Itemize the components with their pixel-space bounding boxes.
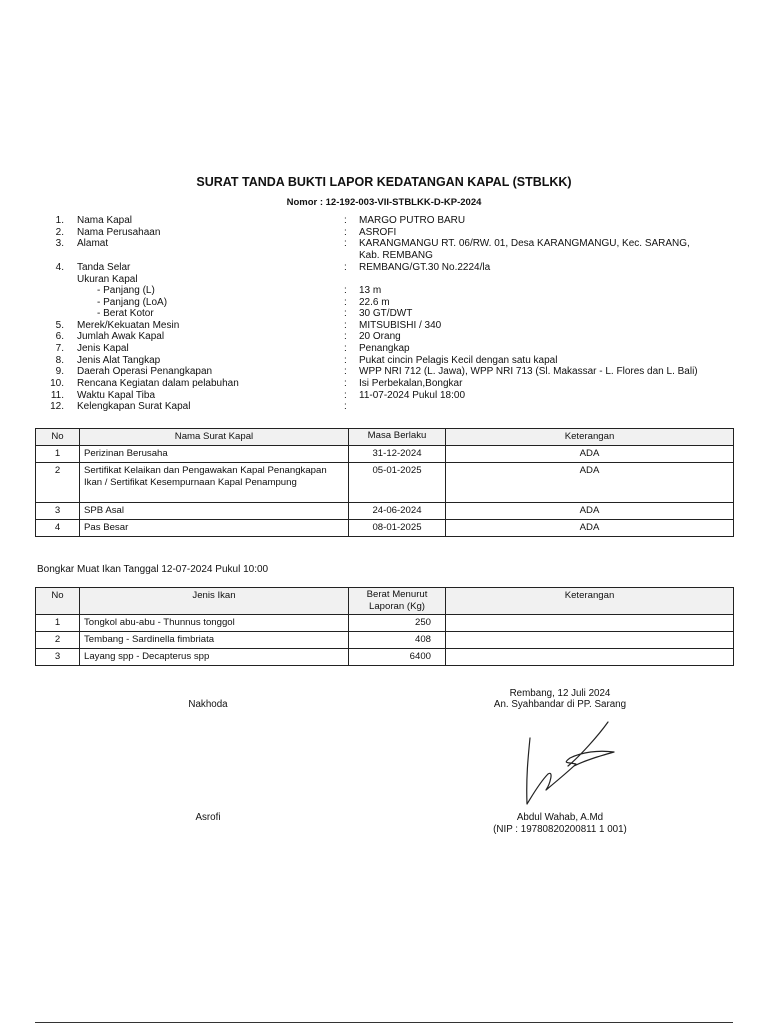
- table-header-row: [36, 588, 734, 615]
- syahbandar-nip: (NIP : 19780820200811 1 001): [493, 824, 627, 835]
- field-row: [0, 297, 768, 308]
- field-row: [0, 343, 768, 354]
- field-colon: :: [344, 262, 347, 273]
- field-row: [0, 262, 768, 273]
- table-row: [36, 520, 734, 537]
- field-row: [0, 355, 768, 366]
- field-label: Ukuran Kapal: [77, 274, 138, 285]
- table-row: [36, 632, 734, 649]
- field-colon: :: [344, 308, 347, 319]
- cell-berat: 250: [349, 615, 446, 632]
- field-number: 3.: [55, 238, 64, 249]
- document-number: Nomor : 12-192-003-VII-STBLKK-D-KP-2024: [286, 197, 482, 208]
- cell-keterangan: ADA: [446, 503, 734, 520]
- field-row: [0, 250, 768, 261]
- signature-image: [510, 718, 620, 810]
- cell-berat: 408: [349, 632, 446, 649]
- field-label: Waktu Kapal Tiba: [77, 390, 156, 401]
- field-value: Kab. REMBANG: [359, 250, 433, 261]
- cell-keterangan: ADA: [446, 463, 734, 503]
- field-row: [0, 378, 768, 389]
- field-number: 6.: [55, 331, 64, 342]
- field-row: [0, 390, 768, 401]
- field-value: KARANGMANGU RT. 06/RW. 01, Desa KARANGMANGU, Kec. SARANG,: [359, 238, 690, 249]
- field-colon: :: [344, 366, 347, 377]
- field-label: Nama Kapal: [77, 215, 133, 226]
- cell-no: 2: [36, 632, 80, 649]
- field-value: Pukat cincin Pelagis Kecil dengan satu kapal: [359, 355, 558, 366]
- field-number: 2.: [55, 227, 64, 238]
- field-colon: :: [344, 215, 347, 226]
- field-label: Kelengkapan Surat Kapal: [77, 401, 191, 412]
- field-number: 12.: [50, 401, 64, 412]
- field-number: 9.: [55, 366, 64, 377]
- page-bottom-divider: [35, 1022, 733, 1023]
- field-value: REMBANG/GT.30 No.2224/la: [359, 262, 491, 273]
- nakhoda-label: Nakhoda: [188, 699, 228, 710]
- field-colon: :: [344, 378, 347, 389]
- field-label: Rencana Kegiatan dalam pelabuhan: [77, 378, 239, 389]
- cell-no: 3: [36, 503, 80, 520]
- field-colon: :: [344, 390, 347, 401]
- header-nama-surat: Nama Surat Kapal: [80, 429, 349, 446]
- cell-nama-surat: Perizinan Berusaha: [80, 446, 349, 463]
- table-row: [36, 446, 734, 463]
- unloading-info: Bongkar Muat Ikan Tanggal 12-07-2024 Pukul 10:00: [37, 564, 269, 575]
- table-row: [36, 649, 734, 666]
- fish-catch-table: [35, 587, 734, 666]
- syahbandar-label: An. Syahbandar di PP. Sarang: [493, 699, 627, 710]
- cell-nama-surat: Pas Besar: [80, 520, 349, 537]
- cell-keterangan: [446, 615, 734, 632]
- field-label: Jenis Kapal: [77, 343, 129, 354]
- field-colon: :: [344, 320, 347, 331]
- syahbandar-name: Abdul Wahab, A.Md: [516, 812, 604, 823]
- cell-nama-surat: SPB Asal: [80, 503, 349, 520]
- cell-no: 1: [36, 446, 80, 463]
- cell-keterangan: ADA: [446, 520, 734, 537]
- field-row: [0, 285, 768, 296]
- field-number: 10.: [50, 378, 64, 389]
- table-header-row: [36, 429, 734, 446]
- field-colon: :: [344, 297, 347, 308]
- field-value: 13 m: [359, 285, 382, 296]
- cell-jenis-ikan: Tongkol abu-abu - Thunnus tonggol: [80, 615, 349, 632]
- cell-masa-berlaku: 24-06-2024: [349, 503, 446, 520]
- field-label: - Panjang (LoA): [97, 297, 168, 308]
- cell-no: 4: [36, 520, 80, 537]
- field-label: Jenis Alat Tangkap: [77, 355, 161, 366]
- ship-documents-table: [35, 428, 734, 537]
- field-value: 22.6 m: [359, 297, 390, 308]
- cell-keterangan: ADA: [446, 446, 734, 463]
- field-row: [0, 238, 768, 249]
- field-label: Nama Perusahaan: [77, 227, 161, 238]
- field-row: [0, 331, 768, 342]
- field-row: [0, 366, 768, 377]
- field-colon: :: [344, 227, 347, 238]
- table-row: [36, 503, 734, 520]
- field-row: [0, 274, 768, 285]
- field-number: 4.: [55, 262, 64, 273]
- field-value: MARGO PUTRO BARU: [359, 215, 466, 226]
- header-no: No: [36, 588, 80, 615]
- field-number: 8.: [55, 355, 64, 366]
- field-label: Jumlah Awak Kapal: [77, 331, 165, 342]
- cell-nama-surat: Sertifikat Kelaikan dan Pengawakan Kapal Penangkapan Ikan / Sertifikat Kesempurnaan Kapal Penampung: [80, 463, 349, 503]
- cell-no: 3: [36, 649, 80, 666]
- cell-jenis-ikan: Tembang - Sardinella fimbriata: [80, 632, 349, 649]
- cell-berat: 6400: [349, 649, 446, 666]
- field-value: Isi Perbekalan,Bongkar: [359, 378, 463, 389]
- field-value: 11-07-2024 Pukul 18:00: [359, 390, 466, 401]
- header-keterangan: Keterangan: [446, 588, 734, 615]
- field-number: 7.: [55, 343, 64, 354]
- cell-jenis-ikan: Layang spp - Decapterus spp: [80, 649, 349, 666]
- field-row: [0, 401, 768, 412]
- field-value: MITSUBISHI / 340: [359, 320, 442, 331]
- field-colon: :: [344, 238, 347, 249]
- cell-masa-berlaku: 31-12-2024: [349, 446, 446, 463]
- cell-no: 2: [36, 463, 80, 503]
- field-row: [0, 227, 768, 238]
- field-row: [0, 320, 768, 331]
- field-value: 30 GT/DWT: [359, 308, 413, 319]
- field-row: [0, 308, 768, 319]
- field-label: Tanda Selar: [77, 262, 131, 273]
- header-keterangan: Keterangan: [446, 429, 734, 446]
- field-value: WPP NRI 712 (L. Jawa), WPP NRI 713 (Sl. Makassar - L. Flores dan L. Bali): [359, 366, 698, 377]
- field-row: [0, 215, 768, 226]
- field-colon: :: [344, 343, 347, 354]
- field-value: ASROFI: [359, 227, 397, 238]
- field-colon: :: [344, 331, 347, 342]
- field-number: 11.: [50, 390, 64, 401]
- field-number: 5.: [55, 320, 64, 331]
- cell-masa-berlaku: 05-01-2025: [349, 463, 446, 503]
- table-row: [36, 463, 734, 503]
- field-label: Alamat: [77, 238, 109, 249]
- cell-no: 1: [36, 615, 80, 632]
- table-row: [36, 615, 734, 632]
- cell-keterangan: [446, 649, 734, 666]
- field-colon: :: [344, 401, 347, 412]
- field-number: 1.: [55, 215, 64, 226]
- header-masa-berlaku: Masa Berlaku: [349, 429, 446, 446]
- field-label: Daerah Operasi Penangkapan: [77, 366, 213, 377]
- cell-keterangan: [446, 632, 734, 649]
- field-colon: :: [344, 355, 347, 366]
- field-label: - Berat Kotor: [97, 308, 154, 319]
- field-value: Penangkap: [359, 343, 410, 354]
- cell-masa-berlaku: 08-01-2025: [349, 520, 446, 537]
- field-value: 20 Orang: [359, 331, 401, 342]
- field-label: Merek/Kekuatan Mesin: [77, 320, 180, 331]
- document-title: SURAT TANDA BUKTI LAPOR KEDATANGAN KAPAL (STBLKK): [196, 175, 572, 189]
- place-date: Rembang, 12 Juli 2024: [509, 688, 611, 699]
- field-label: - Panjang (L): [97, 285, 155, 296]
- nakhoda-name: Asrofi: [195, 812, 221, 823]
- field-colon: :: [344, 285, 347, 296]
- header-no: No: [36, 429, 80, 446]
- header-jenis-ikan: Jenis Ikan: [80, 588, 349, 615]
- header-berat: Berat Menurut Laporan (Kg): [349, 588, 446, 615]
